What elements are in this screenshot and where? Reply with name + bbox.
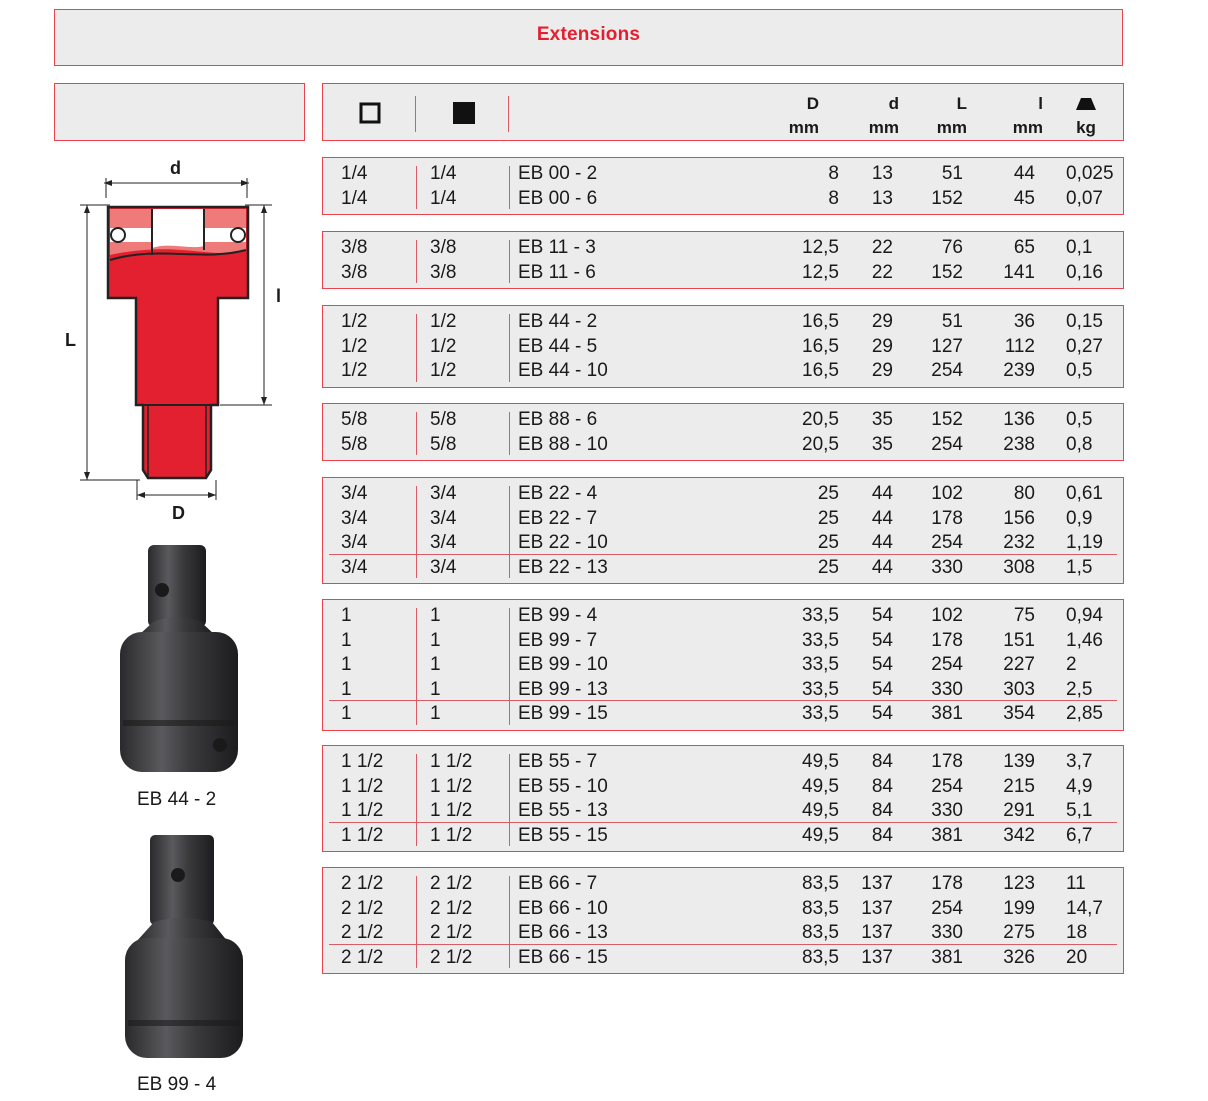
cell-L-mm: 178 bbox=[931, 507, 963, 529]
cell-weight-kg: 18 bbox=[1066, 922, 1088, 943]
cell-weight-kg: 0,5 bbox=[1066, 409, 1093, 430]
cell-reference: EB 55 - 10 bbox=[518, 775, 608, 797]
cell-reference: EB 22 - 7 bbox=[518, 507, 598, 529]
cell-l-mm: 354 bbox=[1003, 703, 1035, 724]
photo-caption: EB 99 - 4 bbox=[137, 1074, 217, 1095]
cell-reference: EB 55 - 15 bbox=[518, 824, 608, 846]
cell-drive-size: 2 1/2 bbox=[430, 873, 473, 894]
cell-reference: EB 00 - 2 bbox=[518, 163, 598, 184]
cell-drive-size: 3/8 bbox=[430, 261, 457, 283]
cell-l-mm: 308 bbox=[1003, 556, 1035, 578]
header-divider bbox=[415, 96, 416, 132]
cell-D-mm: 25 bbox=[817, 507, 839, 529]
cell-D-mm: 12,5 bbox=[802, 237, 839, 258]
cell-D-mm: 20,5 bbox=[802, 409, 839, 430]
cell-L-mm: 127 bbox=[931, 335, 963, 357]
cell-d-mm: 137 bbox=[861, 873, 893, 894]
cell-L-mm: 76 bbox=[941, 237, 963, 258]
cell-L-mm: 152 bbox=[931, 261, 963, 283]
cell-square-size: 3/8 bbox=[341, 237, 368, 258]
dim-label-d: d bbox=[170, 158, 181, 178]
cell-D-mm: 83,5 bbox=[802, 946, 839, 968]
cell-drive-size: 3/4 bbox=[430, 556, 457, 578]
cell-weight-kg: 2,5 bbox=[1066, 678, 1093, 700]
cell-weight-kg: 0,5 bbox=[1066, 360, 1093, 381]
cell-L-mm: 51 bbox=[941, 311, 963, 332]
cell-d-mm: 22 bbox=[871, 261, 893, 283]
cell-D-mm: 33,5 bbox=[802, 703, 839, 724]
table-group bbox=[322, 403, 1124, 461]
cell-l-mm: 303 bbox=[1003, 678, 1035, 700]
cell-D-mm: 49,5 bbox=[802, 824, 839, 846]
cell-drive-size: 3/4 bbox=[430, 507, 457, 529]
cell-square-size: 2 1/2 bbox=[341, 946, 384, 968]
cell-drive-size: 1 bbox=[430, 654, 441, 675]
table-row bbox=[323, 310, 1123, 334]
square-filled-icon bbox=[452, 101, 476, 125]
table-row bbox=[323, 408, 1123, 432]
cell-d-mm: 29 bbox=[871, 360, 893, 381]
cell-reference: EB 55 - 7 bbox=[518, 751, 598, 772]
title-bar bbox=[54, 9, 1123, 66]
cell-drive-size: 1 1/2 bbox=[430, 824, 473, 846]
left-header-box bbox=[54, 83, 305, 141]
row-divider bbox=[329, 554, 1117, 555]
cell-d-mm: 84 bbox=[871, 824, 893, 846]
cell-L-mm: 330 bbox=[931, 922, 963, 943]
cell-square-size: 1 bbox=[341, 605, 352, 626]
cell-L-mm: 330 bbox=[931, 556, 963, 578]
table-row bbox=[323, 775, 1123, 799]
cell-reference: EB 66 - 7 bbox=[518, 873, 598, 894]
cell-weight-kg: 1,46 bbox=[1066, 629, 1103, 651]
cell-D-mm: 83,5 bbox=[802, 897, 839, 919]
weight-icon bbox=[1075, 97, 1097, 111]
cell-drive-size: 2 1/2 bbox=[430, 897, 473, 919]
cell-reference: EB 44 - 2 bbox=[518, 311, 598, 332]
cell-square-size: 1 bbox=[341, 629, 352, 651]
cell-reference: EB 99 - 10 bbox=[518, 654, 608, 675]
cell-drive-size: 1/2 bbox=[430, 360, 457, 381]
cell-square-size: 1 1/2 bbox=[341, 824, 384, 846]
cell-l-mm: 75 bbox=[1013, 605, 1035, 626]
cell-weight-kg: 0,8 bbox=[1066, 433, 1093, 455]
cell-drive-size: 3/4 bbox=[430, 532, 457, 553]
cell-drive-size: 1 1/2 bbox=[430, 775, 473, 797]
cell-reference: EB 22 - 10 bbox=[518, 532, 608, 553]
cell-L-mm: 178 bbox=[931, 873, 963, 894]
cell-drive-size: 1 bbox=[430, 629, 441, 651]
table-row bbox=[323, 897, 1123, 921]
cell-reference: EB 22 - 13 bbox=[518, 556, 608, 578]
table-row bbox=[323, 678, 1123, 702]
cell-D-mm: 49,5 bbox=[802, 751, 839, 772]
cell-reference: EB 99 - 13 bbox=[518, 678, 608, 700]
cell-l-mm: 215 bbox=[1003, 775, 1035, 797]
cell-square-size: 1 bbox=[341, 654, 352, 675]
cell-reference: EB 55 - 13 bbox=[518, 800, 608, 821]
cell-l-mm: 199 bbox=[1003, 897, 1035, 919]
cell-reference: EB 99 - 15 bbox=[518, 703, 608, 724]
cell-L-mm: 178 bbox=[931, 751, 963, 772]
table-row bbox=[323, 531, 1123, 555]
cell-square-size: 5/8 bbox=[341, 433, 368, 455]
cell-drive-size: 1/2 bbox=[430, 335, 457, 357]
cell-weight-kg: 0,16 bbox=[1066, 261, 1103, 283]
cell-square-size: 1/2 bbox=[341, 335, 368, 357]
cell-weight-kg: 3,7 bbox=[1066, 751, 1093, 772]
cell-d-mm: 137 bbox=[861, 922, 893, 943]
cell-l-mm: 36 bbox=[1013, 311, 1035, 332]
cell-l-mm: 151 bbox=[1003, 629, 1035, 651]
cell-d-mm: 44 bbox=[871, 532, 893, 553]
cell-L-mm: 254 bbox=[931, 433, 963, 455]
square-outline-icon bbox=[359, 102, 381, 124]
cell-d-mm: 54 bbox=[871, 654, 893, 675]
cell-D-mm: 12,5 bbox=[802, 261, 839, 283]
cell-d-mm: 22 bbox=[871, 237, 893, 258]
cell-square-size: 1 bbox=[341, 678, 352, 700]
cell-D-mm: 33,5 bbox=[802, 654, 839, 675]
cell-square-size: 3/8 bbox=[341, 261, 368, 283]
cell-l-mm: 275 bbox=[1003, 922, 1035, 943]
cell-drive-size: 3/4 bbox=[430, 483, 457, 504]
cell-L-mm: 254 bbox=[931, 775, 963, 797]
product-photo-eb-44-2 bbox=[115, 540, 245, 780]
cell-d-mm: 44 bbox=[871, 556, 893, 578]
cell-d-mm: 137 bbox=[861, 897, 893, 919]
cell-d-mm: 13 bbox=[871, 163, 893, 184]
cell-D-mm: 8 bbox=[828, 187, 839, 209]
row-divider bbox=[329, 700, 1117, 701]
table-group bbox=[322, 231, 1124, 289]
cell-L-mm: 152 bbox=[931, 187, 963, 209]
cell-d-mm: 54 bbox=[871, 629, 893, 651]
cell-weight-kg: 14,7 bbox=[1066, 897, 1103, 919]
cell-L-mm: 254 bbox=[931, 654, 963, 675]
cell-weight-kg: 5,1 bbox=[1066, 800, 1093, 821]
table-row bbox=[323, 482, 1123, 506]
table-row bbox=[323, 261, 1123, 285]
cell-D-mm: 16,5 bbox=[802, 335, 839, 357]
cell-drive-size: 1 bbox=[430, 678, 441, 700]
product-photo-eb-99-4 bbox=[120, 830, 250, 1065]
cell-L-mm: 51 bbox=[941, 163, 963, 184]
cell-d-mm: 84 bbox=[871, 800, 893, 821]
cell-weight-kg: 0,61 bbox=[1066, 483, 1103, 504]
cell-drive-size: 1/4 bbox=[430, 163, 457, 184]
cell-l-mm: 156 bbox=[1003, 507, 1035, 529]
cell-drive-size: 1/2 bbox=[430, 311, 457, 332]
cell-square-size: 1/2 bbox=[341, 360, 368, 381]
cell-l-mm: 291 bbox=[1003, 800, 1035, 821]
cell-l-mm: 238 bbox=[1003, 433, 1035, 455]
table-header bbox=[322, 83, 1124, 141]
cell-d-mm: 84 bbox=[871, 775, 893, 797]
cell-drive-size: 1 1/2 bbox=[430, 800, 473, 821]
row-divider bbox=[329, 822, 1117, 823]
cell-D-mm: 16,5 bbox=[802, 311, 839, 332]
cell-D-mm: 49,5 bbox=[802, 800, 839, 821]
cell-L-mm: 381 bbox=[931, 703, 963, 724]
cell-d-mm: 137 bbox=[861, 946, 893, 968]
cell-l-mm: 123 bbox=[1003, 873, 1035, 894]
cell-reference: EB 88 - 10 bbox=[518, 433, 608, 455]
cell-d-mm: 54 bbox=[871, 703, 893, 724]
cell-drive-size: 5/8 bbox=[430, 433, 457, 455]
cell-square-size: 1 1/2 bbox=[341, 800, 384, 821]
cell-reference: EB 00 - 6 bbox=[518, 187, 598, 209]
cell-weight-kg: 1,19 bbox=[1066, 532, 1103, 553]
cell-L-mm: 330 bbox=[931, 800, 963, 821]
cell-weight-kg: 0,27 bbox=[1066, 335, 1103, 357]
cell-D-mm: 16,5 bbox=[802, 360, 839, 381]
cell-L-mm: 330 bbox=[931, 678, 963, 700]
cell-square-size: 3/4 bbox=[341, 507, 368, 529]
cell-l-mm: 139 bbox=[1003, 751, 1035, 772]
cell-d-mm: 54 bbox=[871, 605, 893, 626]
header-col-d: d mm bbox=[868, 94, 899, 137]
cell-L-mm: 254 bbox=[931, 360, 963, 381]
cell-l-mm: 45 bbox=[1013, 187, 1035, 209]
cell-d-mm: 44 bbox=[871, 483, 893, 504]
cell-square-size: 5/8 bbox=[341, 409, 368, 430]
cell-l-mm: 227 bbox=[1003, 654, 1035, 675]
cell-reference: EB 11 - 3 bbox=[518, 237, 596, 258]
cell-square-size: 2 1/2 bbox=[341, 897, 384, 919]
cell-square-size: 3/4 bbox=[341, 532, 368, 553]
cell-D-mm: 25 bbox=[817, 483, 839, 504]
table-row bbox=[323, 702, 1123, 726]
cell-square-size: 3/4 bbox=[341, 483, 368, 504]
cell-reference: EB 44 - 10 bbox=[518, 360, 608, 381]
cell-D-mm: 33,5 bbox=[802, 605, 839, 626]
table-row bbox=[323, 921, 1123, 945]
cell-reference: EB 66 - 13 bbox=[518, 922, 608, 943]
cell-l-mm: 112 bbox=[1004, 335, 1035, 357]
cell-l-mm: 239 bbox=[1003, 360, 1035, 381]
cell-L-mm: 254 bbox=[931, 532, 963, 553]
cell-D-mm: 20,5 bbox=[802, 433, 839, 455]
cell-L-mm: 102 bbox=[931, 605, 963, 626]
cell-d-mm: 54 bbox=[871, 678, 893, 700]
table-row bbox=[323, 187, 1123, 211]
table-row bbox=[323, 604, 1123, 628]
cell-d-mm: 13 bbox=[871, 187, 893, 209]
cell-square-size: 2 1/2 bbox=[341, 873, 384, 894]
cell-reference: EB 11 - 6 bbox=[518, 261, 596, 283]
cell-weight-kg: 0,9 bbox=[1066, 507, 1093, 529]
cell-D-mm: 83,5 bbox=[802, 922, 839, 943]
cell-D-mm: 25 bbox=[817, 556, 839, 578]
dim-label-l: l bbox=[276, 286, 282, 306]
table-row bbox=[323, 335, 1123, 359]
table-group bbox=[322, 745, 1124, 852]
cell-reference: EB 22 - 4 bbox=[518, 483, 598, 504]
cell-reference: EB 44 - 5 bbox=[518, 335, 598, 357]
header-col-kg: kg bbox=[1071, 92, 1101, 140]
cell-l-mm: 326 bbox=[1003, 946, 1035, 968]
table-group bbox=[322, 477, 1124, 584]
cell-l-mm: 141 bbox=[1003, 261, 1035, 283]
table-row bbox=[323, 359, 1123, 383]
cell-L-mm: 254 bbox=[931, 897, 963, 919]
table-row bbox=[323, 824, 1123, 848]
table-row bbox=[323, 653, 1123, 677]
cell-drive-size: 1 bbox=[430, 703, 441, 724]
cell-square-size: 3/4 bbox=[341, 556, 368, 578]
cell-reference: EB 88 - 6 bbox=[518, 409, 598, 430]
cell-D-mm: 49,5 bbox=[802, 775, 839, 797]
cell-weight-kg: 0,94 bbox=[1066, 605, 1103, 626]
cell-d-mm: 35 bbox=[871, 433, 893, 455]
page-title: Extensions bbox=[536, 24, 641, 45]
table-row bbox=[323, 507, 1123, 531]
cell-d-mm: 44 bbox=[871, 507, 893, 529]
header-col-D: D mm bbox=[788, 94, 819, 137]
cell-weight-kg: 4,9 bbox=[1066, 775, 1093, 797]
cell-L-mm: 381 bbox=[931, 824, 963, 846]
cell-square-size: 1 1/2 bbox=[341, 751, 384, 772]
cell-D-mm: 25 bbox=[817, 532, 839, 553]
cell-drive-size: 2 1/2 bbox=[430, 946, 473, 968]
cell-reference: EB 66 - 15 bbox=[518, 946, 608, 968]
cell-weight-kg: 0,07 bbox=[1066, 187, 1103, 209]
cell-D-mm: 8 bbox=[828, 163, 839, 184]
cell-drive-size: 5/8 bbox=[430, 409, 457, 430]
cell-L-mm: 178 bbox=[931, 629, 963, 651]
cell-drive-size: 1 1/2 bbox=[430, 751, 473, 772]
cell-square-size: 1/2 bbox=[341, 311, 368, 332]
table-group bbox=[322, 157, 1124, 215]
cell-d-mm: 84 bbox=[871, 751, 893, 772]
cell-l-mm: 44 bbox=[1013, 163, 1035, 184]
cell-square-size: 1/4 bbox=[341, 187, 368, 209]
cell-L-mm: 381 bbox=[931, 946, 963, 968]
dim-label-D: D bbox=[172, 503, 185, 523]
cell-weight-kg: 0,025 bbox=[1066, 163, 1114, 184]
table-group bbox=[322, 599, 1124, 731]
table-row bbox=[323, 162, 1123, 186]
table-row bbox=[323, 872, 1123, 896]
cell-square-size: 2 1/2 bbox=[341, 922, 384, 943]
table-row bbox=[323, 750, 1123, 774]
cell-reference: EB 66 - 10 bbox=[518, 897, 608, 919]
cell-weight-kg: 20 bbox=[1066, 946, 1088, 968]
cell-l-mm: 342 bbox=[1003, 824, 1035, 846]
cell-drive-size: 3/8 bbox=[430, 237, 457, 258]
cell-L-mm: 102 bbox=[931, 483, 963, 504]
cell-weight-kg: 0,15 bbox=[1066, 311, 1103, 332]
cell-d-mm: 35 bbox=[871, 409, 893, 430]
cell-weight-kg: 1,5 bbox=[1066, 556, 1093, 578]
cell-L-mm: 152 bbox=[931, 409, 963, 430]
cell-l-mm: 136 bbox=[1003, 409, 1035, 430]
cell-reference: EB 99 - 7 bbox=[518, 629, 598, 651]
cell-l-mm: 65 bbox=[1013, 237, 1035, 258]
cell-l-mm: 232 bbox=[1003, 532, 1035, 553]
header-col-l: l mm bbox=[1012, 94, 1043, 137]
cell-weight-kg: 2,85 bbox=[1066, 703, 1103, 724]
cell-D-mm: 83,5 bbox=[802, 873, 839, 894]
cell-D-mm: 33,5 bbox=[802, 678, 839, 700]
cell-l-mm: 80 bbox=[1013, 483, 1035, 504]
table-row bbox=[323, 799, 1123, 823]
extension-diagram bbox=[60, 150, 290, 530]
table-row bbox=[323, 629, 1123, 653]
table-group bbox=[322, 305, 1124, 388]
cell-square-size: 1/4 bbox=[341, 163, 368, 184]
table-row bbox=[323, 556, 1123, 580]
cell-reference: EB 99 - 4 bbox=[518, 605, 598, 626]
cell-drive-size: 1/4 bbox=[430, 187, 457, 209]
cell-drive-size: 2 1/2 bbox=[430, 922, 473, 943]
table-group bbox=[322, 867, 1124, 974]
photo-caption: EB 44 - 2 bbox=[137, 789, 217, 810]
cell-weight-kg: 11 bbox=[1066, 873, 1086, 894]
dim-label-L: L bbox=[65, 330, 76, 350]
header-col-L: L mm bbox=[936, 94, 967, 137]
cell-drive-size: 1 bbox=[430, 605, 441, 626]
table-row bbox=[323, 946, 1123, 970]
cell-weight-kg: 0,1 bbox=[1066, 237, 1093, 258]
header-divider bbox=[508, 96, 509, 132]
cell-d-mm: 29 bbox=[871, 311, 893, 332]
table-row bbox=[323, 433, 1123, 457]
cell-square-size: 1 1/2 bbox=[341, 775, 384, 797]
cell-weight-kg: 6,7 bbox=[1066, 824, 1093, 846]
cell-weight-kg: 2 bbox=[1066, 654, 1077, 675]
table-row bbox=[323, 236, 1123, 260]
cell-d-mm: 29 bbox=[871, 335, 893, 357]
cell-D-mm: 33,5 bbox=[802, 629, 839, 651]
cell-square-size: 1 bbox=[341, 703, 352, 724]
row-divider bbox=[329, 944, 1117, 945]
